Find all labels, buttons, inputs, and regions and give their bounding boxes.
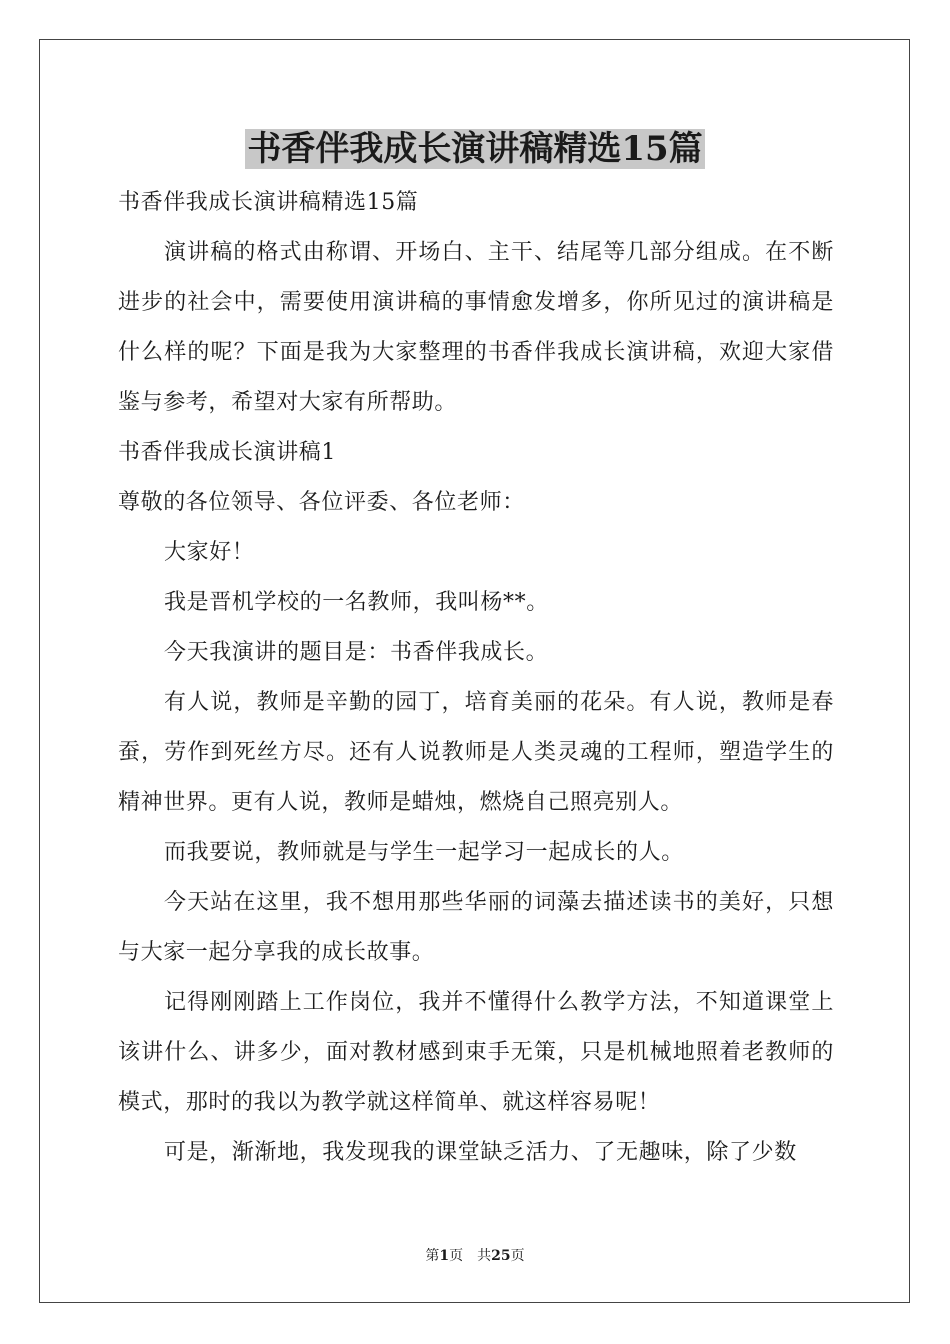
body-paragraph: 可是，渐渐地，我发现我的课堂缺乏活力、了无趣味，除了少数 (164, 1140, 797, 1165)
body-paragraph: 我是晋机学校的一名教师，我叫杨**。 (164, 590, 549, 615)
document-body (118, 178, 834, 1178)
section-heading: 书香伴我成长演讲稿1 (118, 440, 336, 465)
total-prefix: 共 (477, 1248, 492, 1264)
page-footer (0, 1246, 950, 1266)
page-suffix: 页 (449, 1248, 464, 1264)
body-paragraph: 记得刚刚踏上工作岗位，我并不懂得什么教学方法，不知道课堂上该讲什么、讲多少，面对教材感到束手无策，只是机械地照着老教师的模式，那时的我以为教学就这样简单、就这样容易呢！ (118, 990, 834, 1115)
salutation-paragraph: 尊敬的各位领导、各位评委、各位老师： (118, 490, 525, 515)
total-suffix: 页 (510, 1248, 525, 1264)
body-paragraph: 今天我演讲的题目是：书香伴我成长。 (164, 640, 549, 665)
total-page-number: 25 (491, 1248, 511, 1264)
current-page-number: 1 (439, 1248, 450, 1264)
subtitle-paragraph: 书香伴我成长演讲稿精选15篇 (118, 190, 419, 215)
body-paragraph: 有人说，教师是辛勤的园丁，培育美丽的花朵。有人说，教师是春蚕，劳作到死丝方尽。还有人说教师是人类灵魂的工程师，塑造学生的精神世界。更有人说，教师是蜡烛，燃烧自己照亮别人。 (118, 690, 834, 815)
greeting-paragraph: 大家好！ (164, 540, 255, 565)
document-title (0, 126, 950, 172)
intro-paragraph: 演讲稿的格式由称谓、开场白、主干、结尾等几部分组成。在不断进步的社会中，需要使用演讲稿的事情愈发增多，你所见过的演讲稿是什么样的呢？下面是我为大家整理的书香伴我成长演讲稿，欢迎大家借鉴与参考，希望对大家有所帮助。 (118, 240, 834, 415)
page-prefix: 第 (425, 1248, 440, 1264)
document-title-text: 书香伴我成长演讲稿精选15篇 (247, 129, 703, 169)
body-paragraph: 而我要说，教师就是与学生一起学习一起成长的人。 (164, 840, 684, 865)
body-paragraph: 今天站在这里，我不想用那些华丽的词藻去描述读书的美好，只想与大家一起分享我的成长故事。 (118, 890, 834, 965)
